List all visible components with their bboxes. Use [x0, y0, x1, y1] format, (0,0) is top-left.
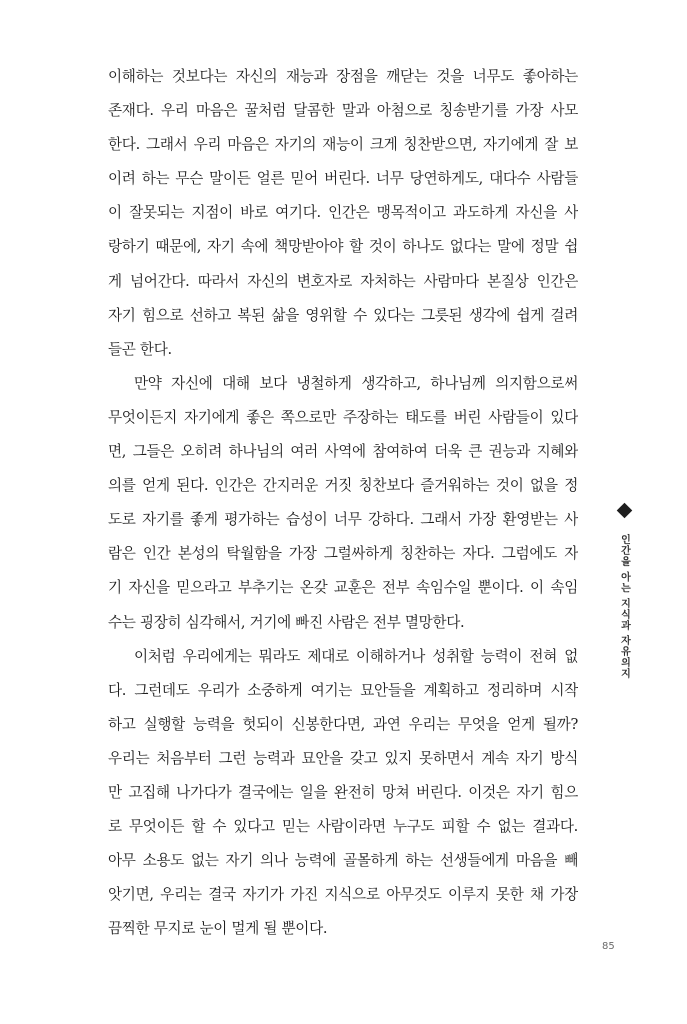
body-line: 람은 인간 본성의 탁월함을 가장 그럴싸하게 칭찬하는 자다. 그럼에도 자 [108, 545, 578, 563]
body-line: 하고 실행할 능력을 헛되이 신봉한다면, 과연 우리는 무엇을 얻게 될까? [108, 715, 578, 733]
body-line: 로 무엇이든 할 수 있다고 믿는 사람이라면 누구도 피할 수 없는 결과다. [108, 818, 578, 836]
body-line: 다. 그런데도 우리가 소중하게 여기는 묘안들을 계획하고 정리하며 시작 [108, 681, 578, 699]
body-line: 자기 힘으로 선하고 복된 삶을 영위할 수 있다는 그릇된 생각에 쉽게 걸려 [108, 306, 578, 324]
body-line: 수는 굉장히 심각해서, 거기에 빠진 사람은 전부 멸망한다. [108, 613, 465, 631]
page-number: 85 [602, 941, 615, 952]
body-line: 무엇이든지 자기에게 좋은 쪽으로만 주장하는 태도를 버린 사람들이 있다 [108, 408, 578, 426]
body-line: 이 잘못되는 지점이 바로 여기다. 인간은 맹목적이고 과도하게 자신을 사 [108, 204, 578, 222]
body-line: 이처럼 우리에게는 뭐라도 제대로 이해하거나 성취할 능력이 전혀 없 [134, 647, 578, 665]
body-line: 끔찍한 무지로 눈이 멀게 될 뿐이다. [108, 920, 328, 938]
body-line: 기 자신을 믿으라고 부추기는 온갖 교훈은 전부 속임수일 뿐이다. 이 속임 [108, 579, 578, 597]
body-line: 면, 그들은 오히려 하나님의 여러 사역에 참여하여 더욱 큰 권능과 지혜와 [108, 443, 578, 461]
body-line: 의를 얻게 된다. 인간은 간지러운 거짓 칭찬보다 즐거워하는 것이 없을 정 [108, 477, 578, 495]
chapter-tab [616, 505, 632, 679]
chapter-title: 인간을 아는 지식과 자유의지 [618, 534, 630, 680]
body-line: 들곤 한다. [108, 340, 172, 358]
body-line: 우리는 처음부터 그런 능력과 묘안을 갖고 있지 못하면서 계속 자기 방식 [108, 749, 578, 767]
body-line: 만약 자신에 대해 보다 냉철하게 생각하고, 하나님께 의지함으로써 [134, 374, 578, 392]
body-line: 아무 소용도 없는 자기 의나 능력에 골몰하게 하는 선생들에게 마음을 빼 [108, 852, 578, 870]
body-line: 존재다. 우리 마음은 꿀처럼 달콤한 말과 아첨으로 칭송받기를 가장 사모 [108, 102, 578, 120]
body-line: 게 넘어간다. 따라서 자신의 변호자로 자처하는 사람마다 본질상 인간은 [108, 272, 578, 290]
body-text [108, 60, 578, 946]
diamond-icon [616, 503, 632, 519]
body-line: 이려 하는 무슨 말이든 얼른 믿어 버린다. 너무 당연하게도, 대다수 사람들 [108, 170, 578, 188]
body-line: 만 고집해 나가다가 결국에는 일을 완전히 망쳐 버린다. 이것은 자기 힘으 [108, 783, 578, 801]
body-line: 랑하기 때문에, 자기 속에 책망받아야 할 것이 하나도 없다는 말에 정말 쉽 [108, 238, 578, 256]
body-line: 한다. 그래서 우리 마음은 자기의 재능이 크게 칭찬받으면, 자기에게 잘 보 [108, 136, 578, 154]
body-line: 도로 자기를 좋게 평가하는 습성이 너무 강하다. 그래서 가장 환영받는 사 [108, 511, 578, 529]
body-line: 앗기면, 우리는 결국 자기가 가진 지식으로 아무것도 이루지 못한 채 가장 [108, 886, 578, 904]
body-line: 이해하는 것보다는 자신의 재능과 장점을 깨닫는 것을 너무도 좋아하는 [108, 68, 578, 85]
